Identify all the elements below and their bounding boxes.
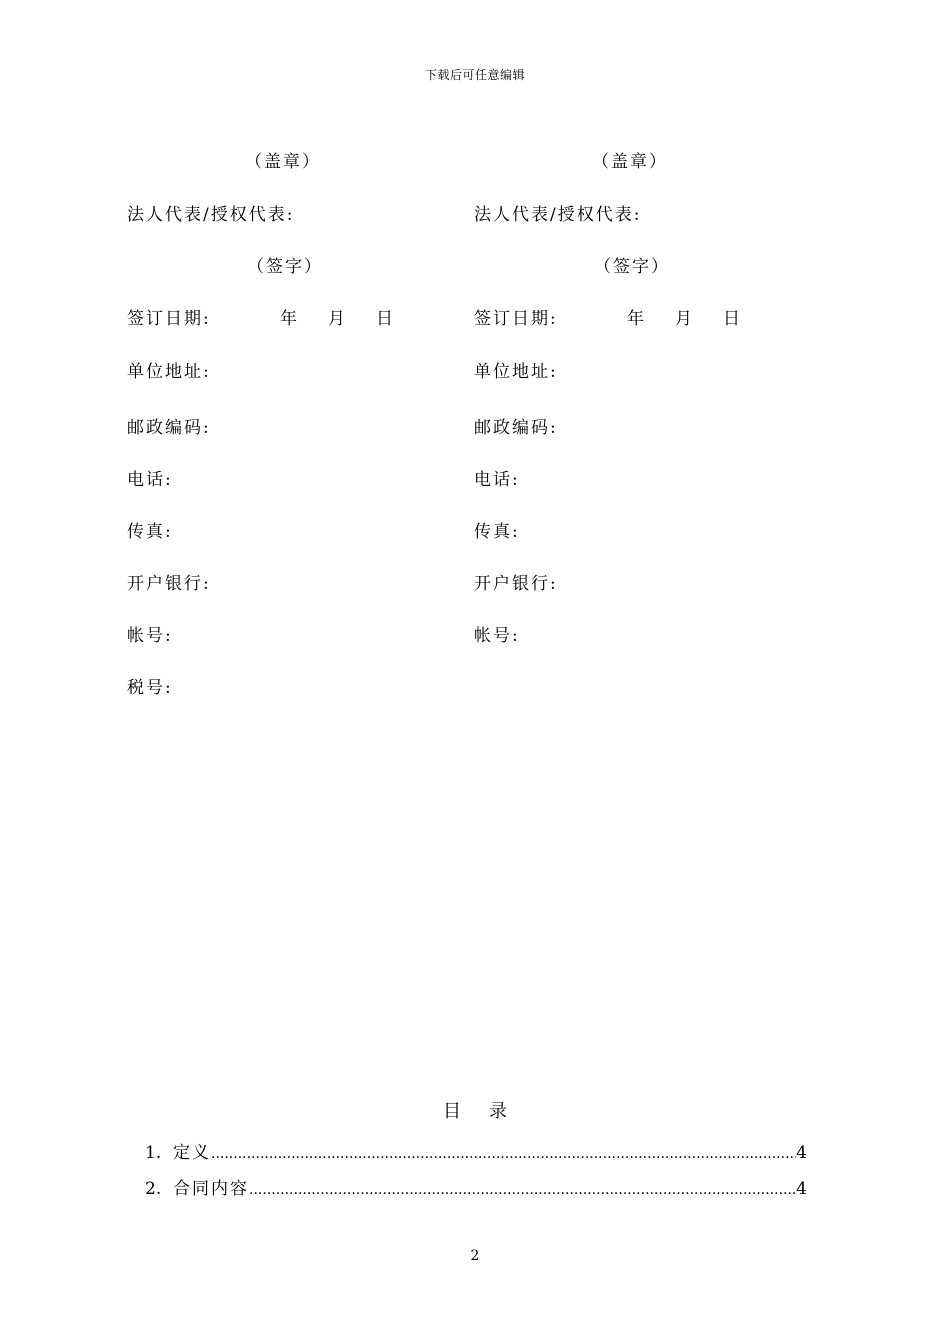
phone-label: 电话: xyxy=(474,470,520,490)
toc-leader-dots xyxy=(211,1146,796,1162)
sign-label: （签字） xyxy=(594,257,670,277)
date-day-unit: 日 xyxy=(723,309,740,329)
sign-date-label: 签订日期: xyxy=(127,309,211,329)
account-label: 帐号: xyxy=(127,626,173,646)
postcode-label: 邮政编码: xyxy=(127,418,211,438)
toc-entry[interactable] xyxy=(145,1138,807,1163)
bank-label: 开户银行: xyxy=(127,574,211,594)
toc-entry-page: 4 xyxy=(796,1179,807,1199)
page-header-note: 下载后可任意编辑 xyxy=(424,68,525,82)
postcode-label: 邮政编码: xyxy=(474,418,558,438)
account-label: 帐号: xyxy=(474,626,520,646)
date-year-unit: 年 xyxy=(280,309,297,329)
sign-date-label: 签订日期: xyxy=(474,309,558,329)
seal-label: （盖章） xyxy=(592,152,668,172)
phone-label: 电话: xyxy=(127,470,173,490)
toc-title-char: 录 xyxy=(489,1101,507,1122)
fax-label: 传真: xyxy=(474,522,520,542)
tax-id-label: 税号: xyxy=(127,678,173,698)
address-label: 单位地址: xyxy=(474,362,558,382)
toc-entry-page: 4 xyxy=(796,1143,807,1163)
date-day-unit: 日 xyxy=(376,309,393,329)
bank-label: 开户银行: xyxy=(474,574,558,594)
toc-entry[interactable] xyxy=(145,1174,807,1199)
date-month-unit: 月 xyxy=(675,309,692,329)
date-month-unit: 月 xyxy=(328,309,345,329)
representative-label: 法人代表/授权代表: xyxy=(474,205,642,225)
toc-entry-label: 合同内容 xyxy=(173,1179,249,1199)
sign-label: （签字） xyxy=(247,257,323,277)
toc-entry-number: 2. xyxy=(145,1179,162,1199)
toc-entry-label: 定义 xyxy=(173,1143,211,1163)
page-number: 2 xyxy=(470,1248,480,1264)
date-year-unit: 年 xyxy=(627,309,644,329)
address-label: 单位地址: xyxy=(127,362,211,382)
toc-title-char: 目 xyxy=(443,1101,461,1122)
toc-entry-number: 1. xyxy=(145,1143,162,1163)
fax-label: 传真: xyxy=(127,522,173,542)
representative-label: 法人代表/授权代表: xyxy=(127,205,295,225)
seal-label: （盖章） xyxy=(245,152,321,172)
toc-title xyxy=(0,1097,950,1123)
toc-leader-dots xyxy=(249,1182,796,1198)
